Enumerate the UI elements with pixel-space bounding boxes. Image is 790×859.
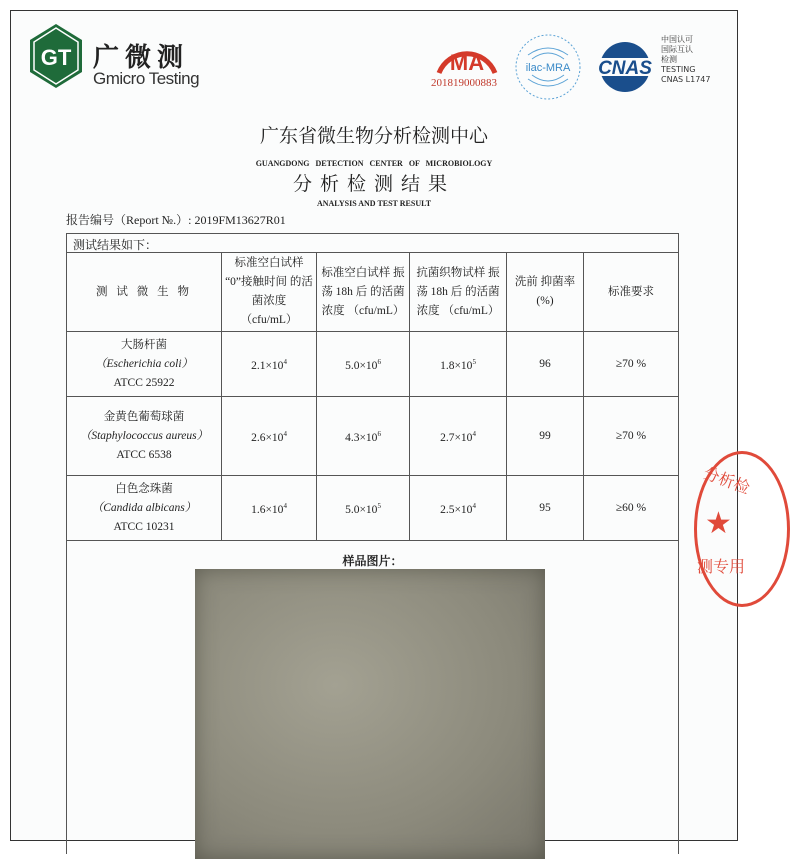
value-cell [222, 332, 317, 397]
sample-photo [195, 569, 545, 859]
value-cell [317, 332, 410, 397]
organism-cn: 金黄色葡萄球菌 [103, 410, 185, 423]
value-cell [317, 476, 410, 541]
exponent: 6 [377, 429, 381, 438]
results-box [66, 233, 679, 854]
value: 5.0×10 [345, 503, 378, 516]
organism-cn: 大肠杆菌 [121, 338, 167, 351]
stamp-text-top: 分析检 [700, 463, 753, 498]
value: 1.8×10 [440, 359, 473, 372]
value: 4.3×10 [345, 431, 378, 444]
report-label: 报告编号（Report №.）: [66, 213, 192, 227]
requirement-cell: ≥70 % [584, 332, 679, 397]
svg-text:GT: GT [40, 45, 72, 70]
sample-label: 样品图片： [342, 554, 403, 568]
document-page [10, 10, 753, 841]
svg-text:ilac-MRA: ilac-MRA [525, 62, 571, 74]
cnas-line: CNAS L1747 [661, 75, 711, 84]
org-title-en: GUANGDONG DETECTION CENTER OF MICROBIOLOGY [255, 159, 493, 168]
exponent: 6 [377, 357, 381, 366]
svg-text:MA: MA [449, 50, 485, 75]
rate-cell: 99 [507, 397, 584, 476]
stamp-text-bottom: 测专用 [697, 557, 746, 576]
header-cell: 标准空白试样 “0”接触时间 的活菌浓度 （cfu/mL） [222, 253, 317, 332]
organism-cell [67, 332, 222, 397]
ilac-mra-logo-icon [514, 33, 582, 101]
organism-cell [67, 476, 222, 541]
results-intro: 测试结果如下： [73, 238, 158, 252]
header-cell: 标准要求 [584, 253, 679, 332]
exponent: 4 [472, 501, 476, 510]
organism-latin: （Candida albicans） [91, 501, 197, 514]
organism-latin: （Escherichia coli） [94, 357, 194, 370]
value-cell [410, 397, 507, 476]
organism-latin: （Staphylococcus aureus） [79, 429, 209, 442]
value: 2.5×10 [440, 503, 473, 516]
header-cell: 洗前 抑菌率 (%) [507, 253, 584, 332]
cma-logo-icon [431, 39, 503, 75]
value: 2.7×10 [440, 431, 473, 444]
exponent: 4 [472, 429, 476, 438]
organism-cell [67, 397, 222, 476]
value-cell [317, 397, 410, 476]
results-table [67, 252, 678, 541]
svg-text:CNAS: CNAS [598, 58, 652, 79]
cma-number: 201819000883 [431, 77, 497, 89]
organism-atcc: ATCC 6538 [116, 448, 172, 461]
requirement-cell: ≥70 % [584, 397, 679, 476]
cnas-line: 中国认可 [661, 35, 693, 44]
value: 2.6×10 [251, 431, 284, 444]
official-stamp [694, 451, 790, 607]
rate-cell: 95 [507, 476, 584, 541]
rate-cell: 96 [507, 332, 584, 397]
value: 1.6×10 [251, 503, 284, 516]
doc-title-en: ANALYSIS AND TEST RESULT [316, 199, 432, 208]
brand-name-cn: 广微测 [93, 43, 190, 73]
value-cell [222, 476, 317, 541]
table-row [67, 332, 678, 397]
cnas-line: 国际互认 [661, 45, 693, 54]
exponent: 4 [283, 501, 287, 510]
org-title: 广东省微生物分析检测中心 [259, 125, 488, 147]
value-cell [410, 476, 507, 541]
organism-cn: 白色念珠菌 [115, 482, 173, 495]
value: 5.0×10 [345, 359, 378, 372]
exponent: 4 [283, 357, 287, 366]
header-cell: 抗菌织物试样 振荡 18h 后 的活菌浓度 （cfu/mL） [410, 253, 507, 332]
value-cell [222, 397, 317, 476]
table-row [67, 397, 678, 476]
table-header-row [67, 253, 678, 332]
report-number [66, 211, 286, 228]
exponent: 5 [472, 357, 476, 366]
table-row [67, 476, 678, 541]
exponent: 4 [283, 429, 287, 438]
requirement-cell: ≥60 % [584, 476, 679, 541]
brand-name-en: Gmicro Testing [93, 69, 200, 88]
header-cell: 测 试 微 生 物 [67, 253, 222, 332]
organism-atcc: ATCC 10231 [113, 520, 175, 533]
cnas-line: TESTING [661, 65, 696, 74]
exponent: 5 [377, 501, 381, 510]
organism-atcc: ATCC 25922 [113, 376, 175, 389]
report-value: 2019FM13627R01 [194, 213, 286, 227]
value: 2.1×10 [251, 359, 284, 372]
gmicro-logo-icon [29, 23, 83, 89]
cnas-line: 检测 [661, 55, 677, 64]
cnas-logo-icon [589, 41, 661, 93]
stamp-star-icon: ★ [705, 506, 732, 541]
cnas-accreditation-text [661, 35, 710, 85]
header-cell: 标准空白试样 振荡 18h 后 的活菌浓度 （cfu/mL） [317, 253, 410, 332]
value-cell [410, 332, 507, 397]
doc-title: 分析检测结果 [292, 173, 455, 195]
